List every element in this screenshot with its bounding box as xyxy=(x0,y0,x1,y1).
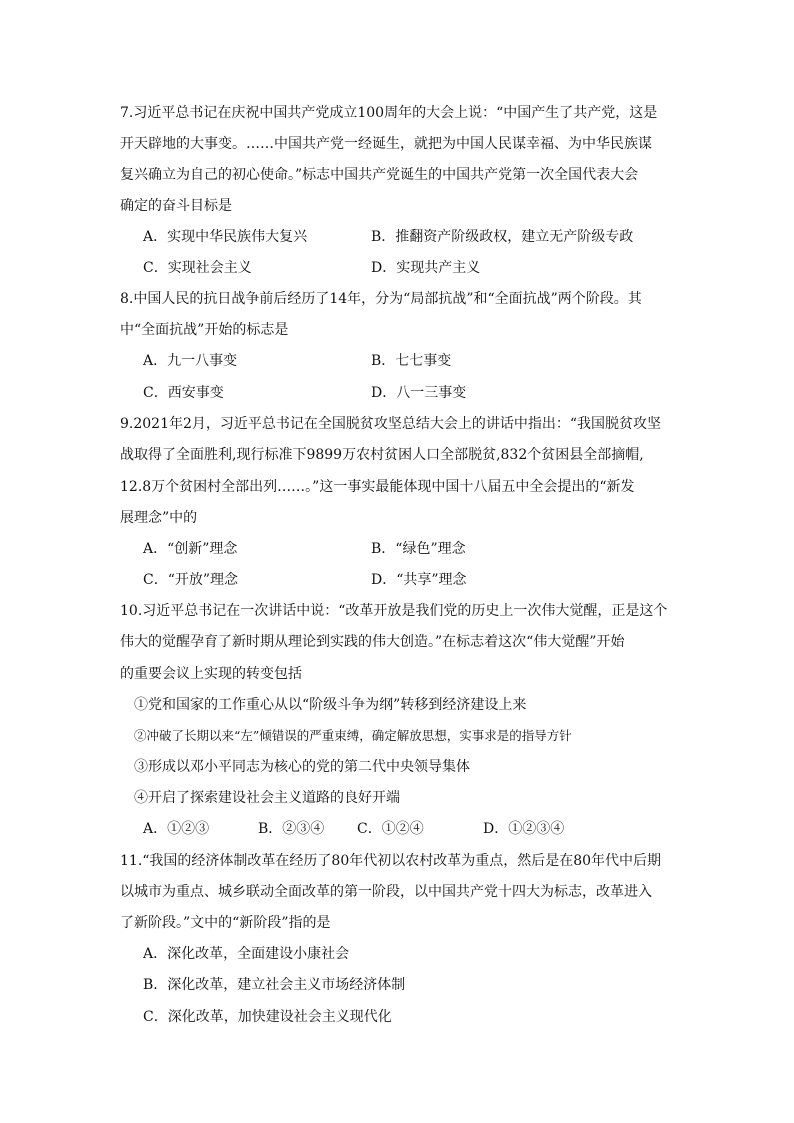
option-b: B．②③④ xyxy=(258,821,325,837)
question-stem-line: 开天辟地的大事变。……中国共产党一经诞生，就把为中国人民谋幸福、为中华民族谋 xyxy=(120,136,652,152)
question-stem-line: 了新阶段。”文中的“新阶段”指的是 xyxy=(120,915,331,931)
option-d: D．八一三事变 xyxy=(371,385,467,401)
question-stem-line: 12.8万个贫困村全部出列……。”这一事实最能体现中国十八届五中全会提出的“新发 xyxy=(120,479,635,495)
question-stem-line: 8.中国人民的抗日战争前后经历了14年，分为“局部抗战”和“全面抗战”两个阶段。其 xyxy=(120,291,642,307)
option-c: C．西安事变 xyxy=(143,385,224,401)
question-stem-line: 战取得了全面胜利,现行标准下9899万农村贫困人口全部脱贫,832个贫困县全部摘帽, xyxy=(120,447,644,463)
question-stem-line: 中“全面抗战”开始的标志是 xyxy=(120,322,289,338)
question-stem-line: 11.“我国的经济体制改革在经历了80年代初以农村改革为重点，然后是在80年代中后期 xyxy=(120,853,662,869)
option-d: D．①②③④ xyxy=(483,821,565,837)
option-c: C．①②④ xyxy=(357,821,424,837)
question-stem-line: 7.习近平总书记在庆祝中国共产党成立100周年的大会上说：“中国产生了共产党，这是 xyxy=(120,105,658,121)
option-c: C．“开放”理念 xyxy=(143,572,239,588)
question-stem-line: 的重要会议上实现的转变包括 xyxy=(120,666,302,682)
option-d: D．实现共产主义 xyxy=(371,260,481,276)
question-stem-line: 复兴确立为自己的初心使命。”标志中国共产党诞生的中国共产党第一次全国代表大会 xyxy=(120,167,639,183)
option-a: A．九一八事变 xyxy=(143,353,238,369)
question-stem-line: 确定的奋斗目标是 xyxy=(120,198,232,214)
question-stem-line: 伟大的觉醒孕育了新时期从理论到实践的伟大创造。”在标志着这次“伟大觉醒”开始 xyxy=(120,634,625,650)
option-a: A．深化改革，全面建设小康社会 xyxy=(143,946,350,962)
statement-3: ③形成以邓小平同志为核心的党的第二代中央领导集体 xyxy=(134,759,470,775)
option-a: A．“创新”理念 xyxy=(143,541,238,557)
option-c: C．深化改革，加快建设社会主义现代化 xyxy=(143,1009,392,1025)
option-a: A．①②③ xyxy=(143,821,210,837)
statement-1: ①党和国家的工作重心从以“阶级斗争为纲”转移到经济建设上来 xyxy=(134,697,527,713)
option-b: B．“绿色”理念 xyxy=(371,541,466,557)
option-b: B．深化改革，建立社会主义市场经济体制 xyxy=(143,977,406,993)
option-c: C．实现社会主义 xyxy=(143,260,252,276)
question-stem-line: 展理念”中的 xyxy=(120,510,198,526)
option-d: D．“共享”理念 xyxy=(371,572,467,588)
statement-4: ④开启了探索建设社会主义道路的良好开端 xyxy=(134,790,400,806)
option-a: A．实现中华民族伟大复兴 xyxy=(143,229,308,245)
option-b: B．推翻资产阶级政权，建立无产阶级专政 xyxy=(371,229,634,245)
option-b: B．七七事变 xyxy=(371,353,452,369)
question-stem-line: 9.2021年2月，习近平总书记在全国脱贫攻坚总结大会上的讲话中指出：“我国脱贫攻坚 xyxy=(120,416,662,432)
question-stem-line: 以城市为重点、城乡联动全面改革的第一阶段，以中国共产党十四大为标志，改革进入 xyxy=(120,884,652,900)
statement-2: ②冲破了长期以来“左”倾错误的严重束缚，确定解放思想，实事求是的指导方针 xyxy=(134,728,572,743)
question-stem-line: 10.习近平总书记在一次讲话中说：“改革开放是我们党的历史上一次伟大觉醒，正是这个 xyxy=(120,603,668,619)
